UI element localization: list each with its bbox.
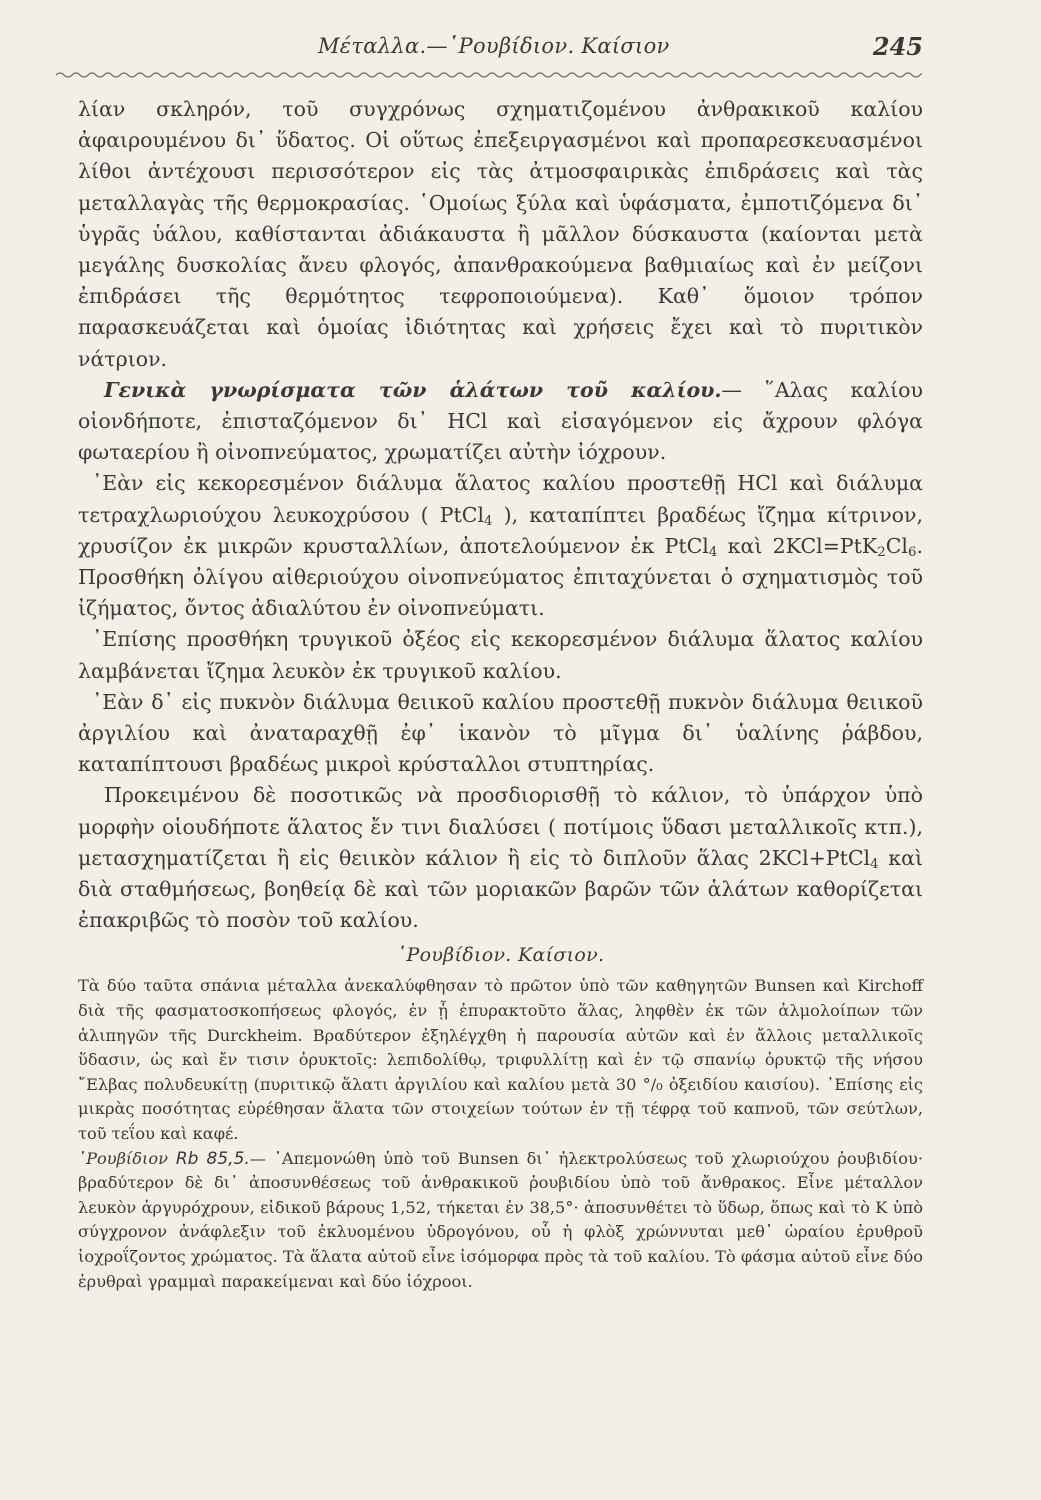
text-run: καὶ 2KCl=PtK [717, 533, 878, 558]
paragraph-rubidium [78, 1147, 923, 1295]
page-body [78, 94, 923, 1294]
subscript: 4 [708, 544, 718, 560]
subscript: 6 [907, 544, 917, 560]
text-run: Προκειμένου δὲ ποσοτικῶς νὰ προσδιορισθῇ τὸ κάλιον, τὸ ὑπάρχον ὑπὸ μορφὴν οἱουδήποτε ἅλατος ἔν τινι διαλύσει ( ποτίμοις ὕδασι μεταλλικοῖς κτπ.), μετασχηματίζεται ἢ εἰς θειικὸν κάλιον ἢ εἰς τὸ διπλοῦν ἅλας 2KCl+PtCl [78, 783, 923, 870]
section-title: ῾Ρουβίδιον. Καίσιον. [396, 944, 605, 967]
text-run: ), καταπίπτει βραδέως ἴζημα κίτρινον, χρυσίζον ἐκ μικρῶν κρυσταλλίων, ἀποτελούμενον ἐκ PtCl [78, 502, 923, 558]
text-run: ᾿Εὰν εἰς κεκορεσμένον διάλυμα ἅλατος καλίου προστεθῇ HCl καὶ διάλυμα τετραχλωριούχου λευκοχρύσου ( PtCl [78, 471, 923, 527]
subscript: 4 [484, 513, 493, 529]
wavy-header-rule [56, 70, 922, 80]
paragraph-continuation: λίαν σκληρόν, τοῦ συγχρόνως σχηματιζομένου ἀνθρακικοῦ καλίου ἀφαιρουμένου δι᾿ ὕδατος. Οἱ οὕτως ἐπεξειργασμένοι καὶ προπαρεσκευασμένοι λίθοι ἀντέχουσι περισσότερον εἰς τὰς ἀτμοσφαιρικὰς ἐπιδράσεις καὶ τὰς μεταλλαγὰς τῆς θερμοκρασίας. ῾Ομοίως ξύλα καὶ ὑφάσματα, ἐμποτιζόμενα δι᾿ ὑγρᾶς ὑάλου, καθίστανται ἀδιάκαυστα ἢ μᾶλλον δύσκαυστα (καίονται μετὰ μεγάλης δυσκολίας ἄνευ φλογός, ἀπανθρακούμενα βαθμιαίως καὶ ἐν μείζονι ἐπιδράσει τῆς θερμότητος τεφροποιούμενα). Καθ᾿ ὅμοιον τρόπον παρασκευάζεται καὶ ὁμοίας ἰδιότητας καὶ χρήσεις ἔχει καὶ τὸ πυριτικὸν νάτριον. [78, 97, 923, 371]
paragraph-text: — ᾿Απεμονώθη ὑπὸ τοῦ Bunsen δι᾿ ἠλεκτρολύσεως τοῦ χλωριούχου ῥουβιδίου· βραδύτερον δὲ δι᾿ ἀποσυνθέσεως τοῦ ἀνθρακικοῦ ῥουβιδίου ὑπὸ τοῦ ἄνθρακος. Εἶνε μέταλλον λευκὸν ἀργυρόχρουν, εἰδικοῦ βάρους 1,52, τήκεται ἐν 38,5°· ἀποσυνθέτει τὸ ὕδωρ, ὅπως καὶ τὸ K ὑπὸ σύγχρονον ἀνάφλεξιν τοῦ ἐκλυομένου ὑδρογόνου, οὗ ἡ φλὸξ χρώννυται μεθ᾿ ὡραίου ἐρυθροῦ ἰοχροΐζοντος χρώματος. Τὰ ἅλατα αὐτοῦ εἶνε ἰσόμορφα πρὸς τὰ τοῦ καλίου. Τὸ φάσμα αὐτοῦ εἶνε δύο ἐρυθραὶ γραμμαὶ παρακείμεναι καὶ δύο ἰόχροοι. [78, 1148, 923, 1291]
paragraph-quantitative [78, 780, 923, 936]
paragraph-discovery: Τὰ δύο ταῦτα σπάνια μέταλλα ἀνεκαλύφθησαν τὸ πρῶτον ὑπὸ τῶν καθηγητῶν Bunsen καὶ Kirchoff διὰ τῆς φασματοσκοπήσεως φλογός, ἐν ᾗ ἐπυρακτοῦτο ἅλας, ληφθὲν ἐκ τῶν ἀλμολοίπων τῶν ἁλιπηγῶν τῆς Durckheim. Βραδύτερον ἐξηλέγχθη ἡ παρουσία αὐτῶν καὶ ἐν ἄλλοις μεταλλικοῖς ὕδασιν, ὡς καὶ ἔν τισιν ὀρυκτοῖς: λεπιδολίθῳ, τριφυλλίτῃ καὶ ἐν τῷ σπανίῳ ὀρυκτῷ τῆς νήσου ῎Ελβας πολυδευκίτῃ (πυριτικῷ ἅλατι ἀργιλίου καὶ καλίου μετὰ 30 °/₀ ὀξειδίου καισίου). ᾿Επίσης εἰς μικρὰς ποσότητας εὑρέθησαν ἅλατα τῶν στοιχείων τούτων ἐν τῇ τέφρᾳ τοῦ καπνοῦ, τῶν σεύτλων, τοῦ τεΐου καὶ καφέ. [78, 976, 923, 1144]
text-run: Cl [885, 533, 908, 558]
paragraph-text: — ῞Αλας καλίου οἱονδήποτε, ἐπισταζόμενον δι᾿ HCl καὶ εἰσαγόμενον εἰς ἄχρουν φλόγα φωταερίου ἢ οἰνοπνεύματος, χρωματίζει αὐτὴν ἰόχρουν. [78, 377, 923, 465]
subscript: 4 [870, 856, 879, 872]
paragraph-platinum-test [78, 468, 923, 624]
paragraph-alum-test: ᾿Εὰν δ᾿ εἰς πυκνὸν διάλυμα θειικοῦ καλίου προστεθῇ πυκνὸν διάλυμα θειικοῦ ἀργιλίου καὶ ἀναταραχθῇ ἐφ᾿ ἱκανὸν τὸ μῖγμα δι᾿ ὑαλίνης ῥάβδου, καταπίπτουσι βραδέως μικροὶ κρύσταλλοι στυπτηρίας. [78, 689, 923, 777]
element-symbol: Rb 85,5. [175, 1148, 250, 1169]
paragraph-tartaric-test: ᾿Επίσης προσθήκη τρυγικοῦ ὀξέος εἰς κεκορεσμένον διάλυμα ἅλατος καλίου λαμβάνεται ἴζημα λευκὸν ἐκ τρυγικοῦ καλίου. [78, 627, 923, 683]
paragraph-general-properties [78, 375, 923, 469]
main-text [78, 94, 923, 936]
text-run: καὶ διὰ σταθμήσεως, βοηθείᾳ δὲ καὶ τῶν μοριακῶν βαρῶν τῶν ἁλάτων καθορίζεται ἐπακριβῶς τὸ ποσὸν τοῦ καλίου. [78, 845, 923, 933]
text-run: . Προσθήκη ὀλίγου αἰθεριούχου οἰνοπνεύματος ἐπιταχύνεται ὁ σχηματισμὸς τοῦ ἰζήματος, ὄντος ἀδιαλύτου ἐν οἰνοπνεύματι. [78, 533, 923, 621]
element-name: ῾Ρουβίδιον [78, 1148, 168, 1168]
page-header [78, 30, 923, 66]
subscript: 2 [877, 544, 886, 560]
book-page [78, 30, 923, 1291]
small-print-section [78, 974, 923, 1294]
subheading-general-properties: Γενικὰ γνωρίσματα τῶν ἁλάτων τοῦ καλίου. [104, 377, 722, 402]
running-title: Μέταλλα.—῾Ρουβίδιον. Καίσιον [318, 34, 670, 58]
page-number: 245 [872, 32, 923, 61]
